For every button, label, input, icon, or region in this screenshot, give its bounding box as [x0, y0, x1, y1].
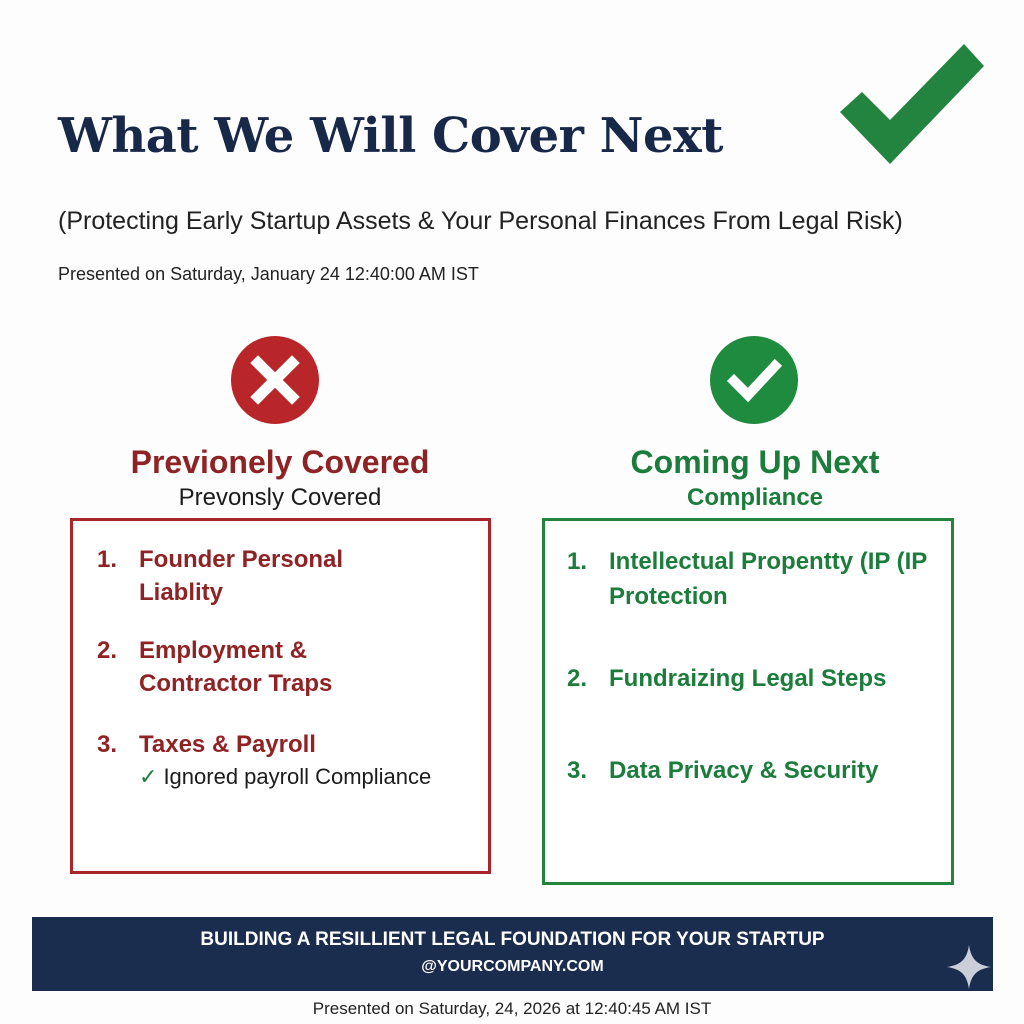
previously-covered-heading: Previonely Covered: [130, 444, 430, 480]
check-circle-icon: [710, 336, 798, 424]
coming-up-next-heading: Coming Up Next: [630, 444, 880, 480]
item-text: Data Privacy & Security: [609, 757, 879, 784]
previously-covered-list: [70, 518, 491, 874]
item-number: 2.: [567, 665, 588, 692]
item-number: 1.: [567, 548, 588, 575]
banner-tagline: BUILDING A RESILLIENT LEGAL FOUNDATION FOR YOUR STARTUP: [200, 929, 825, 950]
x-circle-icon: [231, 336, 319, 424]
presented-date: Presented on Saturday, January 24 12:40:00 AM IST: [58, 264, 479, 284]
item-text: Fundraizing Legal Steps: [609, 665, 887, 692]
list-item: [97, 543, 457, 609]
item-number: 2.: [97, 637, 118, 664]
item-note-text: Ignored payroll Compliance: [163, 764, 432, 789]
footer-presented-date: Presented on Saturday, 24, 2026 at 12:40:45 AM IST: [312, 999, 712, 1018]
check-mark-icon: ✓: [139, 764, 158, 789]
item-text: Founder Personal Liablity: [139, 546, 344, 606]
list-item: [567, 544, 937, 614]
list-item: [567, 662, 937, 695]
item-number: 1.: [97, 546, 118, 573]
checkmark-icon: [838, 40, 986, 168]
item-text: Taxes & Payroll: [139, 731, 316, 758]
coming-up-next-subheading: Compliance: [686, 484, 824, 511]
page-subtitle: (Protecting Early Startup Assets & Your Personal Finances From Legal Risk): [58, 207, 903, 235]
list-item: [97, 728, 457, 761]
page-title: What We Will Cover Next: [58, 108, 723, 164]
item-note: [139, 764, 431, 790]
footer-banner: [32, 917, 993, 991]
list-item: [97, 634, 457, 700]
item-text: Employment & Contractor Traps: [139, 637, 333, 697]
coming-up-next-list: [542, 518, 954, 885]
sparkle-icon: [945, 943, 993, 991]
item-number: 3.: [567, 757, 588, 784]
previously-covered-subheading: Prevonsly Covered: [178, 484, 382, 511]
item-text: Intellectual Propentty (IP (IP Protection: [609, 548, 927, 610]
item-number: 3.: [97, 731, 118, 758]
banner-website: @YOURCOMPANY.COM: [421, 958, 604, 975]
list-item: [567, 754, 937, 787]
